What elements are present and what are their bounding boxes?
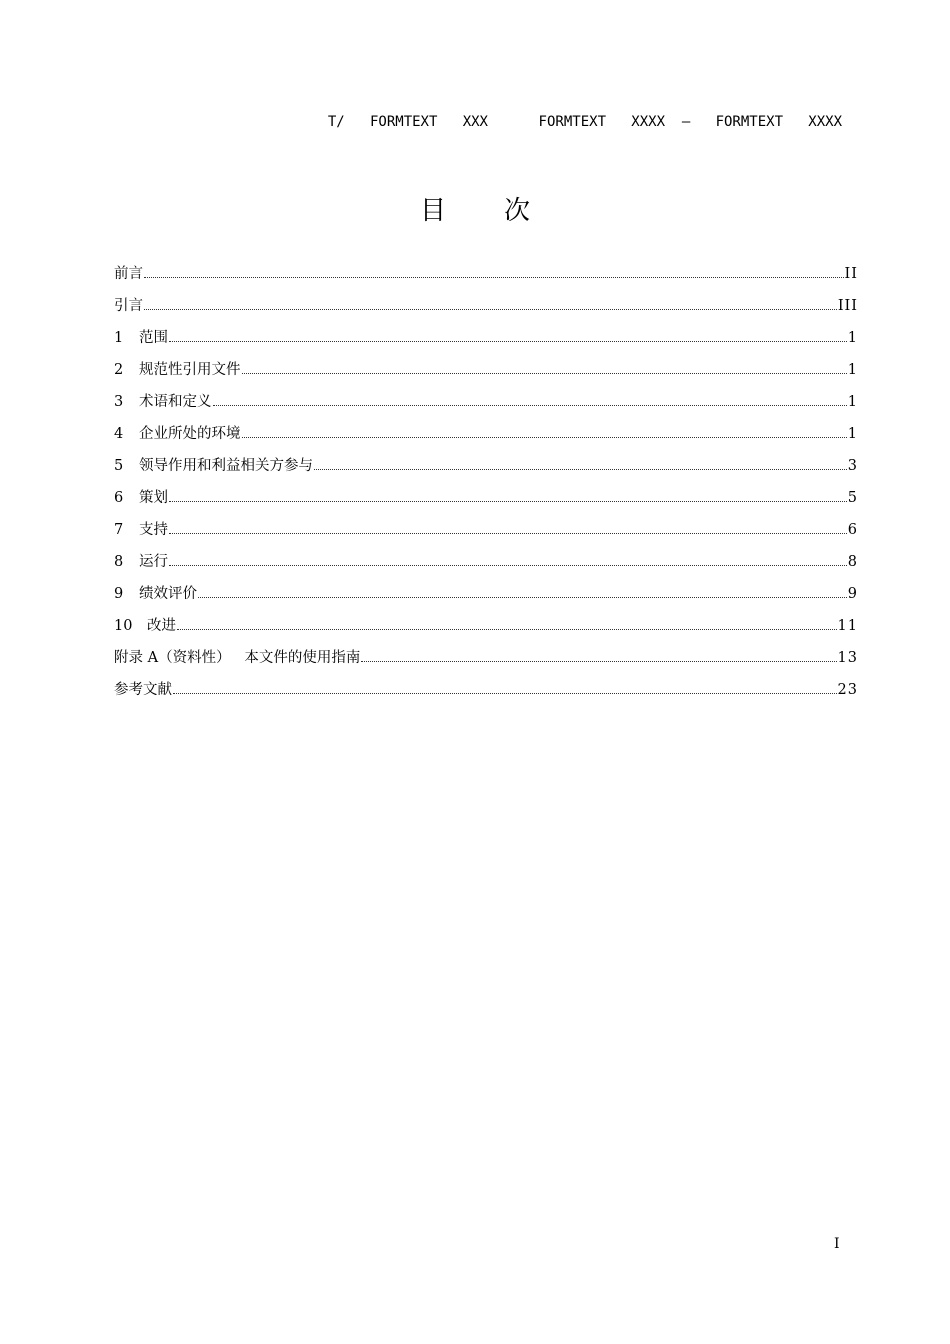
toc-dot-leader — [169, 564, 847, 566]
toc-entry[interactable] — [114, 550, 858, 582]
toc-dot-leader — [144, 276, 844, 278]
toc-entry[interactable] — [114, 486, 858, 518]
toc-entry[interactable] — [114, 614, 858, 646]
toc-entry-label: 术语和定义 — [139, 394, 212, 410]
toc-entry-label: 运行 — [139, 554, 168, 570]
toc-entry[interactable] — [114, 326, 858, 358]
toc-dot-leader — [169, 500, 847, 502]
toc-entry-page: 1 — [847, 426, 858, 442]
toc-entry[interactable] — [114, 422, 858, 454]
toc-entry-page: II — [844, 266, 858, 282]
toc-entry[interactable] — [114, 358, 858, 390]
toc-entry-page: 3 — [847, 458, 858, 474]
toc-title-part1: 目 — [419, 196, 446, 226]
toc-entry-number: 3 — [114, 394, 124, 410]
toc-dot-leader — [198, 596, 847, 598]
toc-dot-leader — [177, 628, 837, 630]
toc-dot-leader — [213, 404, 847, 406]
toc-dot-leader — [242, 436, 847, 438]
toc-entry-number: 2 — [114, 362, 124, 378]
toc-dot-leader — [144, 308, 837, 310]
toc-entry-number: 5 — [114, 458, 124, 474]
toc-entry-label: 参考文献 — [114, 682, 172, 698]
toc-entry[interactable] — [114, 390, 858, 422]
toc-entry-label: 范围 — [139, 330, 168, 346]
toc-entry-page: 6 — [847, 522, 858, 538]
toc-entry-label: 引言 — [114, 298, 143, 314]
toc-entry-label: 企业所处的环境 — [139, 426, 241, 442]
toc-entry-page: 8 — [847, 554, 858, 570]
toc-entry-page: III — [837, 298, 858, 314]
toc-entry[interactable] — [114, 262, 858, 294]
toc-entry[interactable] — [114, 454, 858, 486]
toc-entry-label: 策划 — [139, 490, 168, 506]
toc-entry-page: 23 — [837, 682, 858, 698]
toc-entry[interactable] — [114, 646, 858, 678]
toc-entry-label: 附录 A（资料性） 本文件的使用指南 — [114, 650, 361, 666]
toc-entry-label: 改进 — [147, 618, 176, 634]
toc-entry-number: 1 — [114, 330, 124, 346]
toc-entry-number: 6 — [114, 490, 124, 506]
toc-entry[interactable] — [114, 294, 858, 326]
toc-entry[interactable] — [114, 582, 858, 614]
toc-entry-number: 7 — [114, 522, 124, 538]
toc-entry-page: 1 — [847, 394, 858, 410]
document-code-header: T/ FORMTEXT XXX FORMTEXT XXXX — FORMTEXT XXXX — [327, 114, 842, 130]
toc-entry[interactable] — [114, 678, 858, 710]
toc-entry-page: 9 — [847, 586, 858, 602]
page-number: I — [834, 1236, 840, 1252]
toc-dot-leader — [242, 372, 847, 374]
toc-entry-page: 1 — [847, 330, 858, 346]
toc-entry-label: 绩效评价 — [139, 586, 197, 602]
toc-dot-leader — [361, 660, 836, 662]
toc-entry-label: 规范性引用文件 — [139, 362, 241, 378]
toc-dot-leader — [173, 692, 837, 694]
toc-entry-number: 10 — [114, 618, 133, 634]
toc-entry-number: 9 — [114, 586, 124, 602]
toc-title — [0, 190, 950, 227]
toc-entry-label: 前言 — [114, 266, 143, 282]
toc-dot-leader — [169, 340, 847, 342]
toc-entry-label: 支持 — [139, 522, 168, 538]
toc-entry-label: 领导作用和利益相关方参与 — [139, 458, 313, 474]
toc-dot-leader — [169, 532, 847, 534]
toc-entry-page: 13 — [837, 650, 858, 666]
toc-entry-number: 8 — [114, 554, 124, 570]
toc-dot-leader — [314, 468, 847, 470]
toc-title-part2: 次 — [504, 196, 531, 226]
toc-entry[interactable] — [114, 518, 858, 550]
toc-entry-number: 4 — [114, 426, 124, 442]
toc-entry-page: 11 — [837, 618, 858, 634]
toc-entry-page: 5 — [847, 490, 858, 506]
toc-entry-page: 1 — [847, 362, 858, 378]
table-of-contents — [114, 262, 858, 710]
